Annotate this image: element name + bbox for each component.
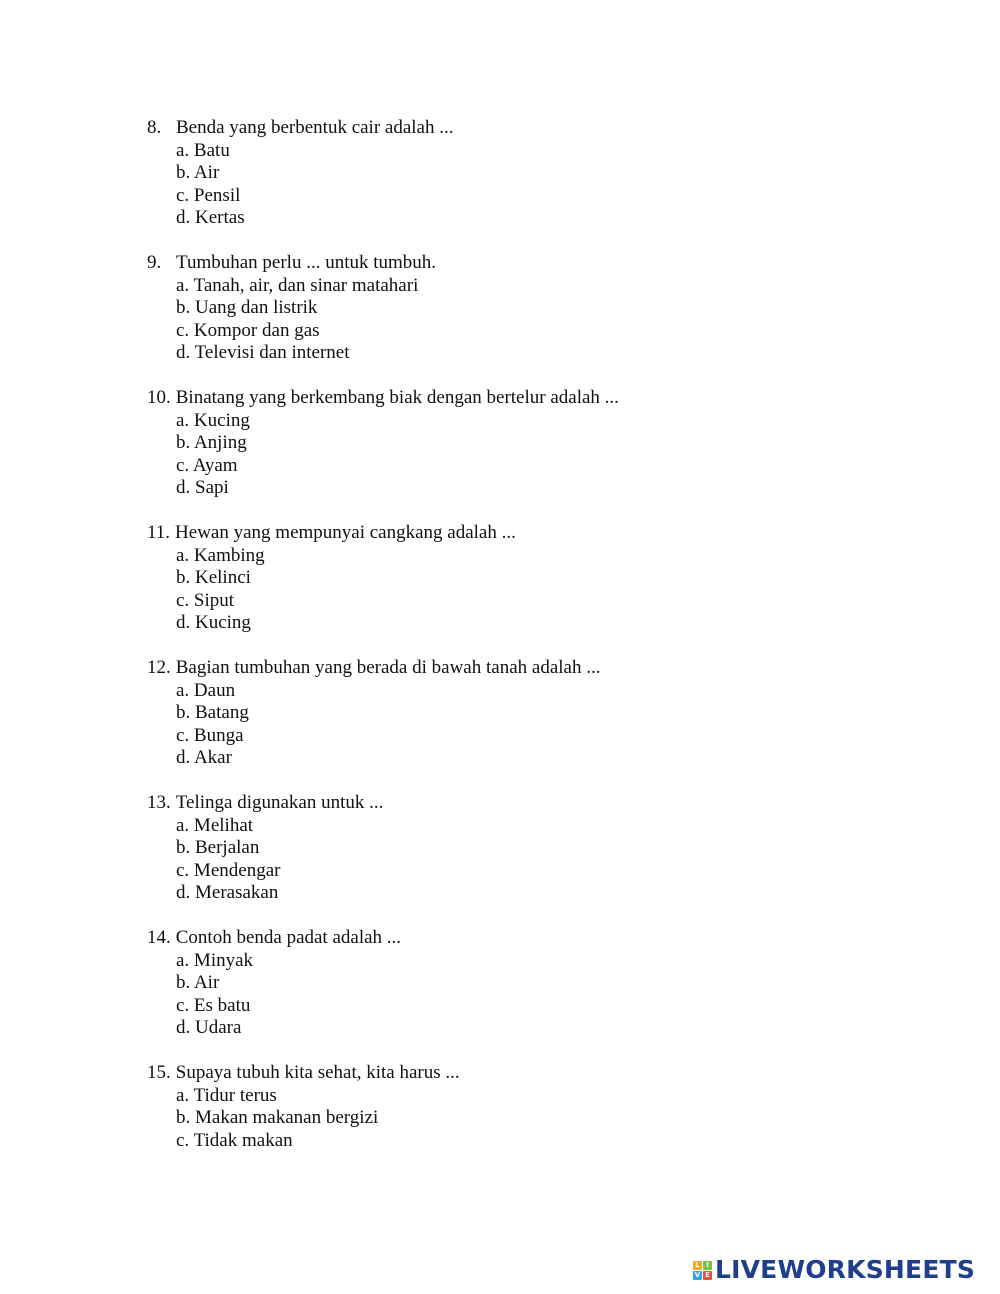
option-a[interactable]: a. Kucing	[176, 409, 250, 431]
option-a[interactable]: a. Minyak	[176, 949, 254, 971]
option-c[interactable]: c. Es batu	[176, 994, 251, 1016]
option-d[interactable]: d. Merasakan	[176, 882, 279, 903]
option-list	[147, 950, 907, 1040]
option-list	[147, 275, 907, 365]
logo-tile: I	[703, 1261, 712, 1270]
option-c[interactable]: c. Mendengar	[176, 859, 281, 881]
question-11	[147, 522, 907, 635]
option-d[interactable]: d. Kertas	[176, 207, 245, 228]
option-b[interactable]: b. Kelinci	[176, 567, 251, 588]
option-a[interactable]: a. Tanah, air, dan sinar matahari	[176, 274, 419, 296]
question-number: 12.	[147, 657, 171, 678]
option-list	[147, 680, 907, 770]
option-list	[147, 410, 907, 500]
question-10	[147, 387, 907, 500]
option-a[interactable]: a. Daun	[176, 679, 236, 701]
question-number: 15.	[147, 1062, 171, 1083]
question-list	[147, 117, 907, 1175]
question-14	[147, 927, 907, 1040]
option-d[interactable]: d. Akar	[176, 747, 232, 768]
option-list	[147, 545, 907, 635]
option-d[interactable]: d. Kucing	[176, 612, 251, 633]
question-text: Telinga digunakan untuk ...	[175, 792, 384, 813]
question-12	[147, 657, 907, 770]
option-list	[147, 140, 907, 230]
option-d[interactable]: d. Televisi dan internet	[176, 342, 350, 363]
question-number: 10.	[147, 387, 171, 408]
question-text: Hewan yang mempunyai cangkang adalah ...	[175, 522, 516, 543]
question-number: 9.	[147, 252, 162, 273]
option-b[interactable]: b. Batang	[176, 702, 249, 723]
question-number: 11.	[147, 522, 171, 543]
option-d[interactable]: d. Sapi	[176, 477, 229, 498]
option-c[interactable]: c. Siput	[176, 589, 235, 611]
question-number: 8.	[147, 117, 162, 138]
question-text: Tumbuhan perlu ... untuk tumbuh.	[176, 252, 437, 273]
option-list	[147, 1085, 907, 1153]
option-d[interactable]: d. Udara	[176, 1017, 242, 1038]
option-b[interactable]: b. Air	[176, 972, 220, 993]
option-list	[147, 815, 907, 905]
option-c[interactable]: c. Kompor dan gas	[176, 319, 320, 341]
option-c[interactable]: c. Pensil	[176, 184, 241, 206]
option-b[interactable]: b. Makan makanan bergizi	[176, 1107, 379, 1128]
question-9	[147, 252, 907, 365]
logo-mark-icon	[693, 1261, 712, 1280]
liveworksheets-logo	[693, 1255, 975, 1285]
question-text: Bagian tumbuhan yang berada di bawah tanah adalah ...	[175, 657, 601, 678]
question-text: Benda yang berbentuk cair adalah ...	[176, 117, 454, 138]
question-8	[147, 117, 907, 230]
option-b[interactable]: b. Uang dan listrik	[176, 297, 318, 318]
question-text: Binatang yang berkembang biak dengan bertelur adalah ...	[175, 387, 619, 408]
brand-name: LIVEWORKSHEETS	[715, 1255, 976, 1284]
option-b[interactable]: b. Air	[176, 162, 220, 183]
question-text: Contoh benda padat adalah ...	[175, 927, 402, 948]
question-13	[147, 792, 907, 905]
option-a[interactable]: a. Kambing	[176, 544, 265, 566]
option-b[interactable]: b. Berjalan	[176, 837, 260, 858]
option-c[interactable]: c. Tidak makan	[176, 1129, 293, 1151]
logo-tile: V	[694, 1270, 701, 1279]
question-text: Supaya tubuh kita sehat, kita harus ...	[175, 1062, 460, 1083]
question-number: 13.	[147, 792, 171, 813]
option-a[interactable]: a. Batu	[176, 139, 230, 161]
logo-tile: L	[693, 1261, 702, 1270]
question-number: 14.	[147, 927, 171, 948]
question-15	[147, 1062, 907, 1152]
option-a[interactable]: a. Tidur terus	[176, 1084, 277, 1106]
option-c[interactable]: c. Ayam	[176, 454, 238, 476]
option-a[interactable]: a. Melihat	[176, 814, 254, 836]
option-c[interactable]: c. Bunga	[176, 724, 244, 746]
option-b[interactable]: b. Anjing	[176, 432, 247, 453]
logo-tile: E	[703, 1271, 712, 1280]
